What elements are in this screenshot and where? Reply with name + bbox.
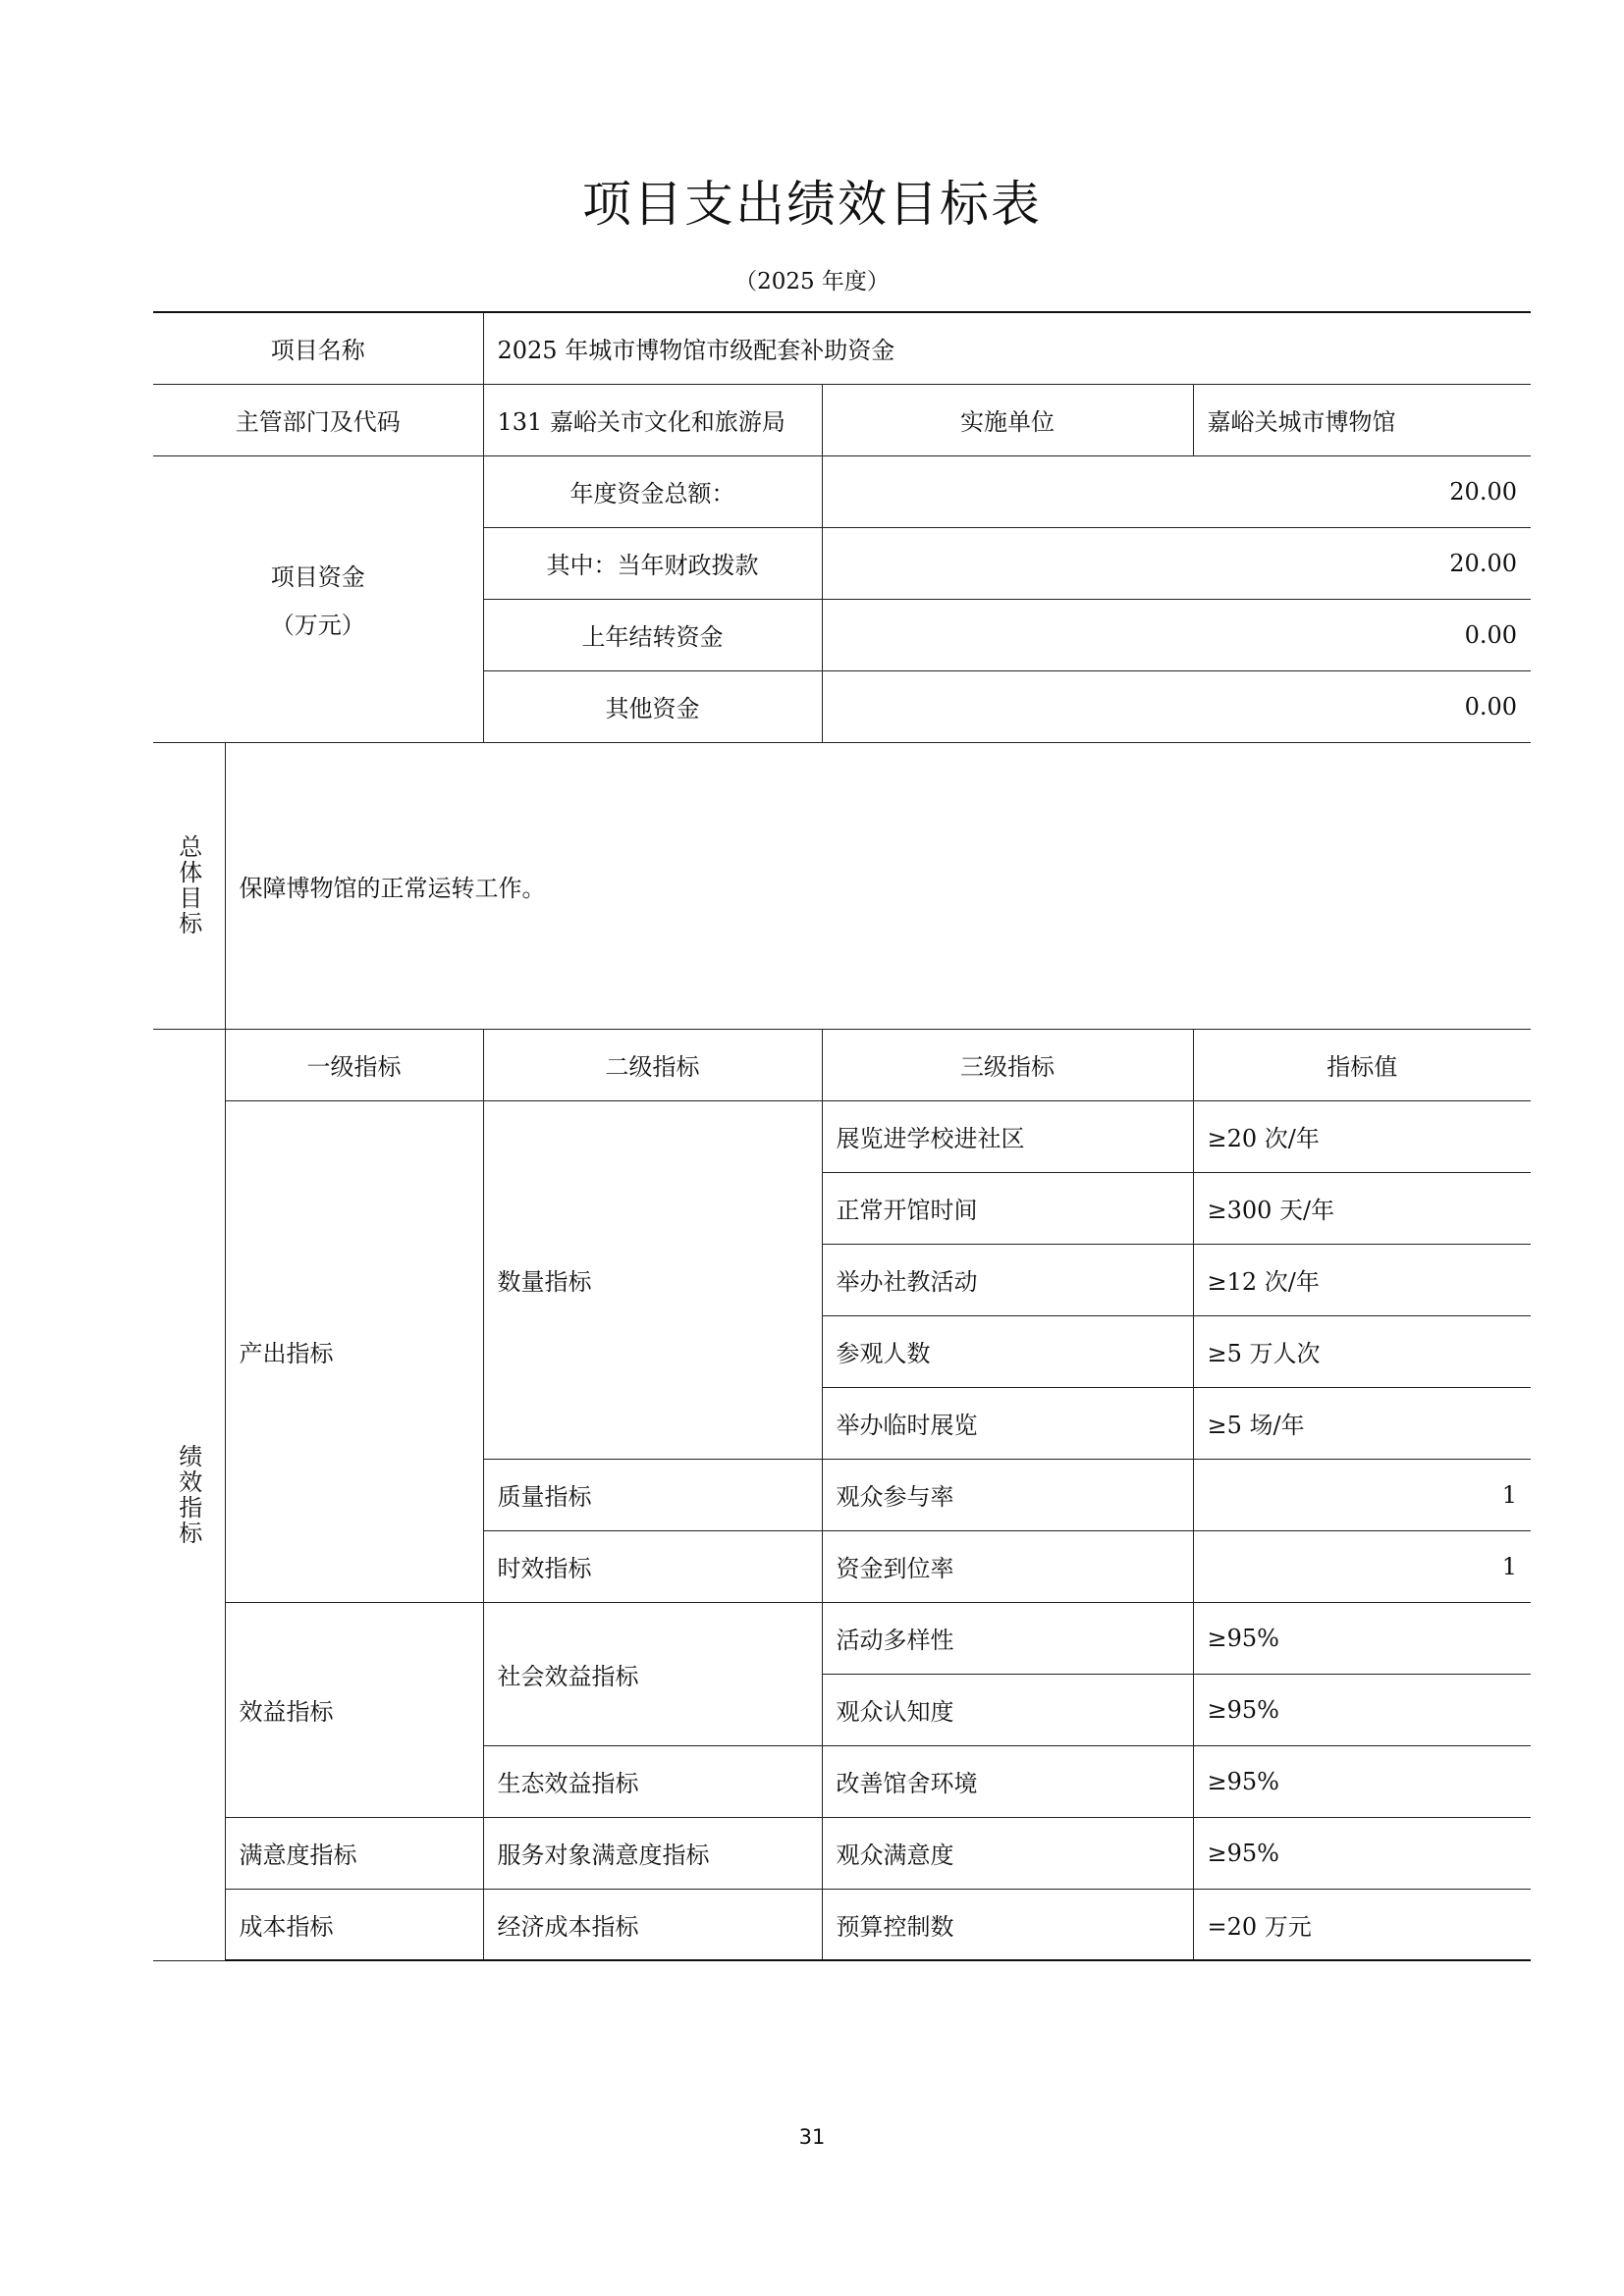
level3-name: 举办临时展览 (822, 1387, 1193, 1459)
overall-goal-row (153, 742, 1531, 1029)
indicator-value: ≥5 万人次 (1193, 1315, 1531, 1387)
funds-item-value: 20.00 (822, 455, 1531, 527)
funds-label-line1: 项目资金 (270, 563, 365, 591)
indicator-row (153, 1889, 1531, 1960)
funds-item-value: 0.00 (822, 670, 1531, 742)
header-level1: 一级指标 (225, 1029, 483, 1100)
level1-benefit: 效益指标 (225, 1602, 483, 1817)
project-name-value: 2025 年城市博物馆市级配套补助资金 (483, 312, 1531, 384)
indicator-value: ≥95% (1193, 1817, 1531, 1889)
implementer-value: 嘉峪关城市博物馆 (1193, 384, 1531, 455)
funds-item-label: 上年结转资金 (483, 599, 822, 670)
indicator-header-row (153, 1029, 1531, 1100)
header-value: 指标值 (1193, 1029, 1531, 1100)
performance-table (153, 311, 1531, 1961)
indicator-value: ≥300 天/年 (1193, 1172, 1531, 1244)
indicator-value: ≥20 次/年 (1193, 1100, 1531, 1172)
level3-name: 活动多样性 (822, 1602, 1193, 1674)
overall-goal-label: 总体目标 (153, 742, 225, 1029)
level3-name: 正常开馆时间 (822, 1172, 1193, 1244)
implementer-label: 实施单位 (822, 384, 1193, 455)
level2-quality: 质量指标 (483, 1459, 822, 1530)
indicator-value: ≥95% (1193, 1745, 1531, 1817)
level1-cost: 成本指标 (225, 1889, 483, 1960)
page-number: 31 (798, 2125, 826, 2149)
indicator-row (153, 1817, 1531, 1889)
funds-item-label: 其他资金 (483, 670, 822, 742)
level2-ecological: 生态效益指标 (483, 1745, 822, 1817)
funds-item-label: 年度资金总额： (483, 455, 822, 527)
project-name-row (153, 312, 1531, 384)
level3-name: 观众满意度 (822, 1817, 1193, 1889)
level2-service: 服务对象满意度指标 (483, 1817, 822, 1889)
level3-name: 观众参与率 (822, 1459, 1193, 1530)
funds-label-line2: （万元） (270, 612, 365, 639)
header-level3: 三级指标 (822, 1029, 1193, 1100)
overall-goal-text: 保障博物馆的正常运转工作。 (225, 742, 1531, 1029)
department-value: 131 嘉峪关市文化和旅游局 (483, 384, 822, 455)
indicator-row (153, 1100, 1531, 1172)
level3-name: 改善馆舍环境 (822, 1745, 1193, 1817)
level3-name: 预算控制数 (822, 1889, 1193, 1960)
indicator-value: ≥95% (1193, 1602, 1531, 1674)
level3-name: 举办社教活动 (822, 1244, 1193, 1315)
indicator-value: 1 (1193, 1530, 1531, 1602)
level2-timeliness: 时效指标 (483, 1530, 822, 1602)
department-label: 主管部门及代码 (153, 384, 483, 455)
indicator-value: =20 万元 (1193, 1889, 1531, 1960)
level1-satisfaction: 满意度指标 (225, 1817, 483, 1889)
level2-quantity: 数量指标 (483, 1100, 822, 1459)
page-title: 项目支出绩效目标表 (582, 176, 1042, 233)
indicator-row (153, 1602, 1531, 1674)
funds-row (153, 455, 1531, 527)
funds-item-value: 0.00 (822, 599, 1531, 670)
project-name-label: 项目名称 (153, 312, 483, 384)
level2-economic: 经济成本指标 (483, 1889, 822, 1960)
level3-name: 资金到位率 (822, 1530, 1193, 1602)
indicator-value: 1 (1193, 1459, 1531, 1530)
department-row (153, 384, 1531, 455)
indicator-value: ≥5 场/年 (1193, 1387, 1531, 1459)
page-subtitle: （2025 年度） (734, 269, 890, 294)
level3-name: 观众认知度 (822, 1674, 1193, 1745)
header-level2: 二级指标 (483, 1029, 822, 1100)
level2-social: 社会效益指标 (483, 1602, 822, 1745)
indicator-value: ≥12 次/年 (1193, 1244, 1531, 1315)
funds-item-value: 20.00 (822, 527, 1531, 599)
level3-name: 展览进学校进社区 (822, 1100, 1193, 1172)
indicator-value: ≥95% (1193, 1674, 1531, 1745)
funds-label (153, 455, 483, 742)
level3-name: 参观人数 (822, 1315, 1193, 1387)
indicators-label: 绩效指标 (153, 1029, 225, 1960)
funds-item-label: 其中：当年财政拨款 (483, 527, 822, 599)
level1-output: 产出指标 (225, 1100, 483, 1602)
